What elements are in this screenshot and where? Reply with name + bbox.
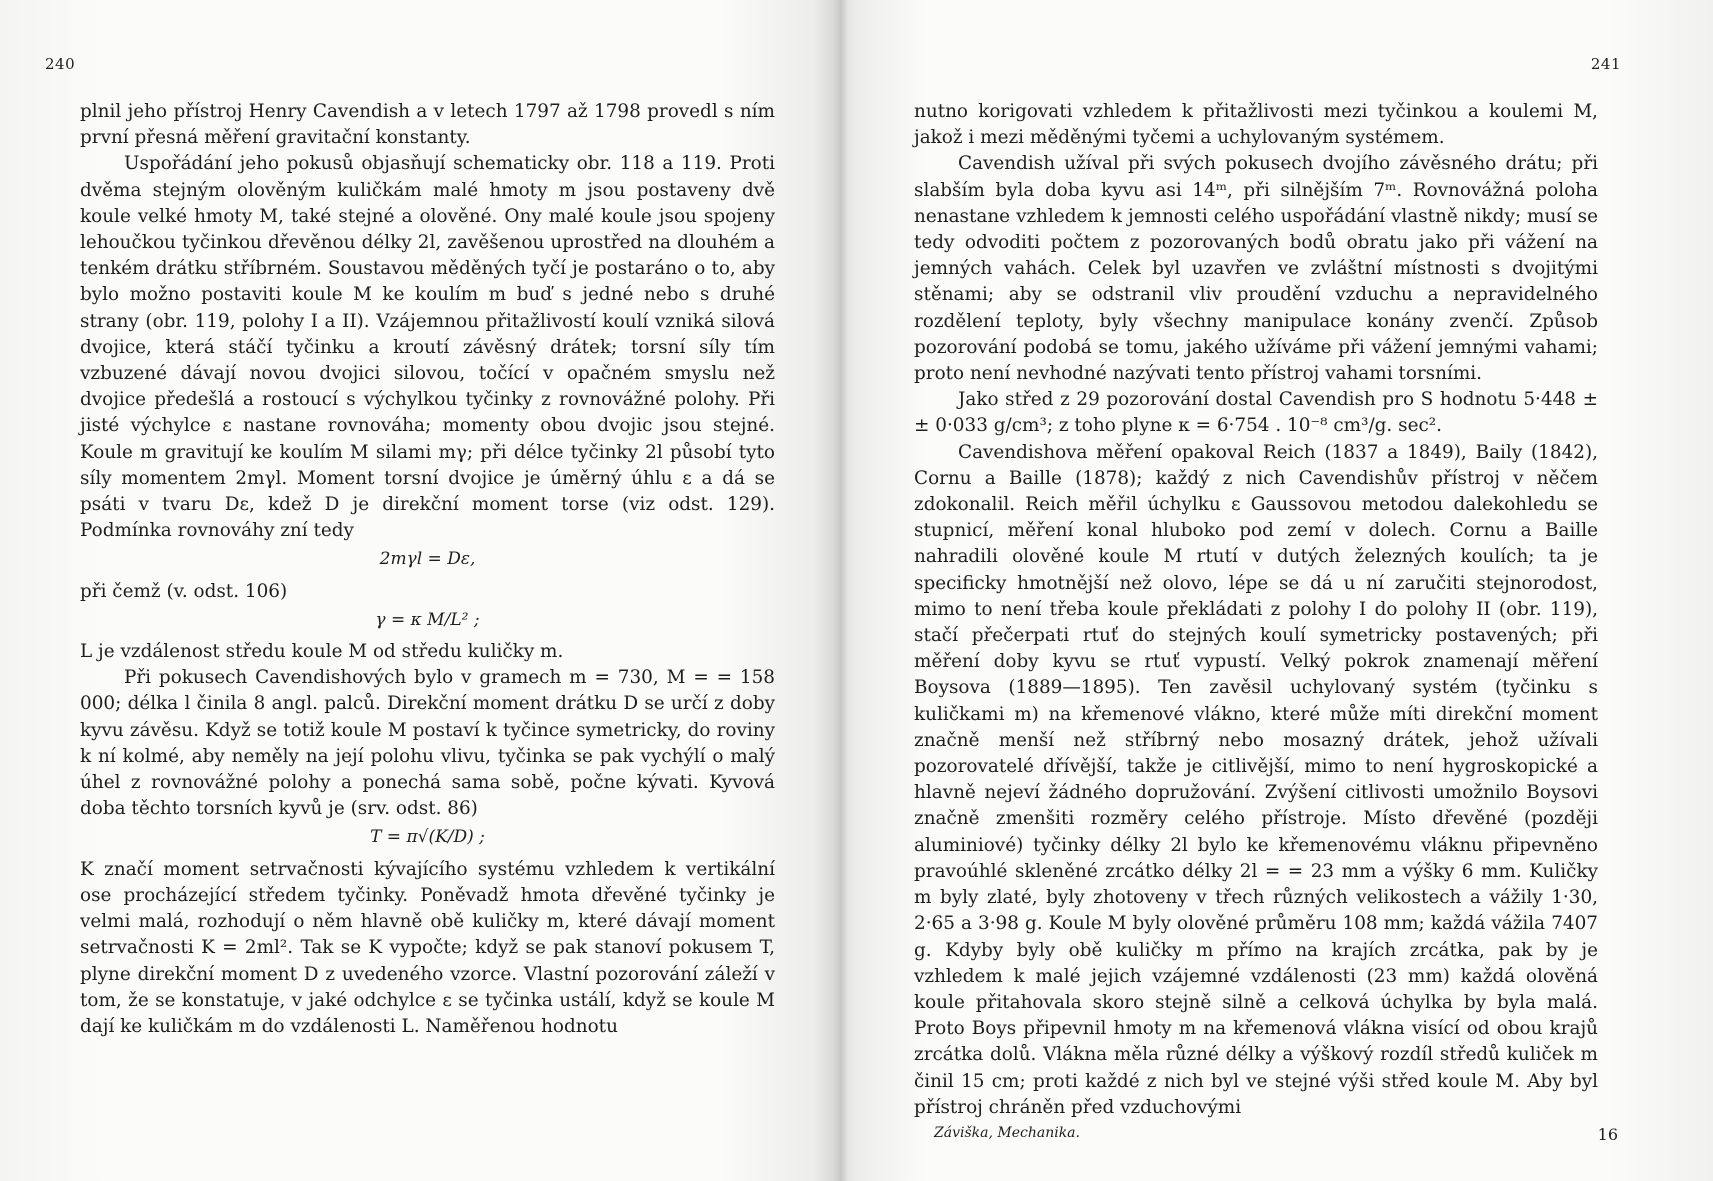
footer-author: Záviška, Mechanika. [934,1125,1080,1141]
paragraph: L je vzdálenost středu koule M od středu kuličky m. [80,641,564,663]
paragraph: plnil jeho přístroj Henry Cavendish a v letech 1797 až 1798 provedl s ním první přesná měření gravitační konstanty. [80,101,775,149]
page-number-left: 240 [45,55,76,73]
paragraph: Při pokusech Cavendishových bylo v gramech m = 730, M = = 158 000; délka l činila 8 angl. palců. Direkční moment drátku D se určí z doby kyvu závěsu. Když se totiž koule M postaví k tyčince symetricky, do roviny k ní kolmé, aby neměly na její polohu vlivu, tyčinka se pak vychýlí o malý úhel z rovnovážné polohy a ponechá sama sobě, počne kývati. Kyvová doba těchto torsních kyvů je (srv. odst. 86) [80,667,775,820]
page-number-right: 241 [1590,55,1621,73]
equation: T = π√(K/D) ; [370,827,485,848]
left-page [0,0,834,1181]
equation: γ = κ M/L² ; [375,609,480,630]
paragraph: K značí moment setrvačnosti kývajícího systému vzhledem k vertikální ose procházející středem tyčinky. Poněvadž hmota dřevěné tyčinky je velmi malá, rozhodují o něm hlavně obě kuličky m, které dávají moment setrvačnosti K = 2ml². Tak se K vypočte; když se pak stanoví pokusem T, plyne direkční moment D z uvedeného vzorce. Vlastní pozorování záleží v tom, že se konstatuje, v jaké odchylce ε se tyčinka ustálí, když se koule M dají ke kuličkám m do vzdálenosti L. Naměřenou hodnotu [80,858,775,1037]
right-page [848,0,1713,1181]
paragraph: Jako střed z 29 pozorování dostal Cavendish pro S hodnotu 5·448 ± ± 0·033 g/cm³; z toho plyne κ = 6·754 . 10⁻⁸ cm³/g. sec². [914,389,1598,437]
paragraph: nutno korigovati vzhledem k přitažlivosti mezi tyčinkou a koulemi M, jakož i mezi měděnými tyčemi a uchylovaným systémem. [914,101,1598,149]
book-gutter [834,0,848,1181]
paragraph: Cavendishova měření opakoval Reich (1837 a 1849), Baily (1842), Cornu a Baille (1878); každý z nich Cavendishův přístroj v něčem zdokonalil. Reich měřil úchylku ε Gaussovou metodou dalekohledu se stupnicí, měření konal hluboko pod zemí v dolech. Cornu a Baille nahradili olověné koule M rtutí v dutých železných koulích; ta je specificky hmotnější než olovo, lépe se dá u ní zaručiti stejnorodost, mimo to není třeba koule překládati z polohy I do polohy II (obr. 119), stačí přečerpati rtuť do stejných koulí symetricky postavených; při měření doby kyvu se rtuť vypustí. Velký pokrok znamenají měření Boysova (1889—1895). Ten zavěsil uchylovaný systém (tyčinku s kuličkami m) na křemenové vlákno, které může míti direkční moment značně menší než stříbrný nebo mosazný drátek, jehož užívali pozorovatelé dřívější, takže je citlivější, mimo to není hygroskopické a hlavně nejeví žádného dopružování. Zvýšení citlivosti umožnilo Boysovi značně zmenšiti rozměry celého přístroje. Místo dřevěné (později aluminiové) tyčinky délky 2l bylo ke křemenovému vláknu připevněno pravoúhlé skleněné zrcátko délky 2l = = 23 mm a výšky 6 mm. Kuličky m byly zlaté, byly zhotoveny v třech různých velikostech a vážily 1·30, 2·65 a 3·98 g. Koule M byly olověné průměru 108 mm; každá vážila 7407 g. Kdyby byly obě kuličky m přímo na krajích zrcátka, pak by je vzhledem k malé jejich vzájemné vzdálenosti (23 mm) každá olověná koule přitahovala skoro stejně silně a celková úchylka by byla malá. Proto Boys připevnil hmoty m na křemenová vlákna visící od obou krajů zrcátka dolů. Vlákna měla různé délky a výškový rozdíl středů kuliček m činil 15 cm; proti každé z nich byl ve stejné výši střed koule M. Aby byl přístroj chráněn před vzduchovými [914,441,1598,1118]
paragraph: Cavendish užíval při svých pokusech dvojího závěsného drátu; při slabším byla doba kyvu asi 14ᵐ, při silnějším 7ᵐ. Rovnovážná poloha nenastane vzhledem k jemnosti celého uspořádání vlastně nikdy; musí se tedy odvoditi počtem z pozorovaných bodů obratu jako při vážení na jemných vahách. Celek byl uzavřen ve zvláštní místnosti s dvojitými stěnami; aby se odstranil vliv proudění vzduchu a nepravidelného rozdělení teploty, byly všechny manipulace konány zvenčí. Způsob pozorování podobá se tomu, jakého užíváme při vážení jemnými vahami; proto není nevhodné nazývati tento přístroj vahami torsními. [914,153,1598,385]
equation: 2mγl = Dε, [379,549,476,570]
paragraph: Uspořádání jeho pokusů objasňují schematicky obr. 118 a 119. Proti dvěma stejným olověným kuličkám malé hmoty m jsou postaveny dvě koule velké hmoty M, také stejné a olověné. Ony malé koule jsou spojeny lehoučkou tyčinkou dřevěnou délky 2l, zavěšenou uprostřed na dlouhém a tenkém drátku stříbrném. Soustavou měděných tyčí je postaráno o to, aby bylo možno postaviti koule M ke koulím m buď s jedné nebo s druhé strany (obr. 119, polohy I a II). Vzájemnou přitažlivostí koulí vzniká silová dvojice, která stáčí tyčinku a kroutí závěsný drátek; torsní síly tím vzbuzené dávají novou dvojici silovou, točící v opačném smyslu než dvojice předešlá a rostoucí s výchylkou tyčinky z rovnovážné polohy. Při jisté výchylce ε nastane rovnováha; momenty obou dvojic jsou stejné. Koule m gravitují ke koulím M silami mγ; při délce tyčinky 2l působí tyto síly momentem 2mγl. Moment torsní dvojice je úměrný úhlu ε a dá se psáti v tvaru Dε, kdež D je direkční moment torse (viz odst. 129). Podmínka rovnováhy zní tedy [80,153,775,542]
left-page-body [80,99,775,1040]
footer-signature-number: 16 [1597,1125,1618,1144]
paragraph: při čemž (v. odst. 106) [80,580,288,602]
right-page-body [914,99,1598,1121]
